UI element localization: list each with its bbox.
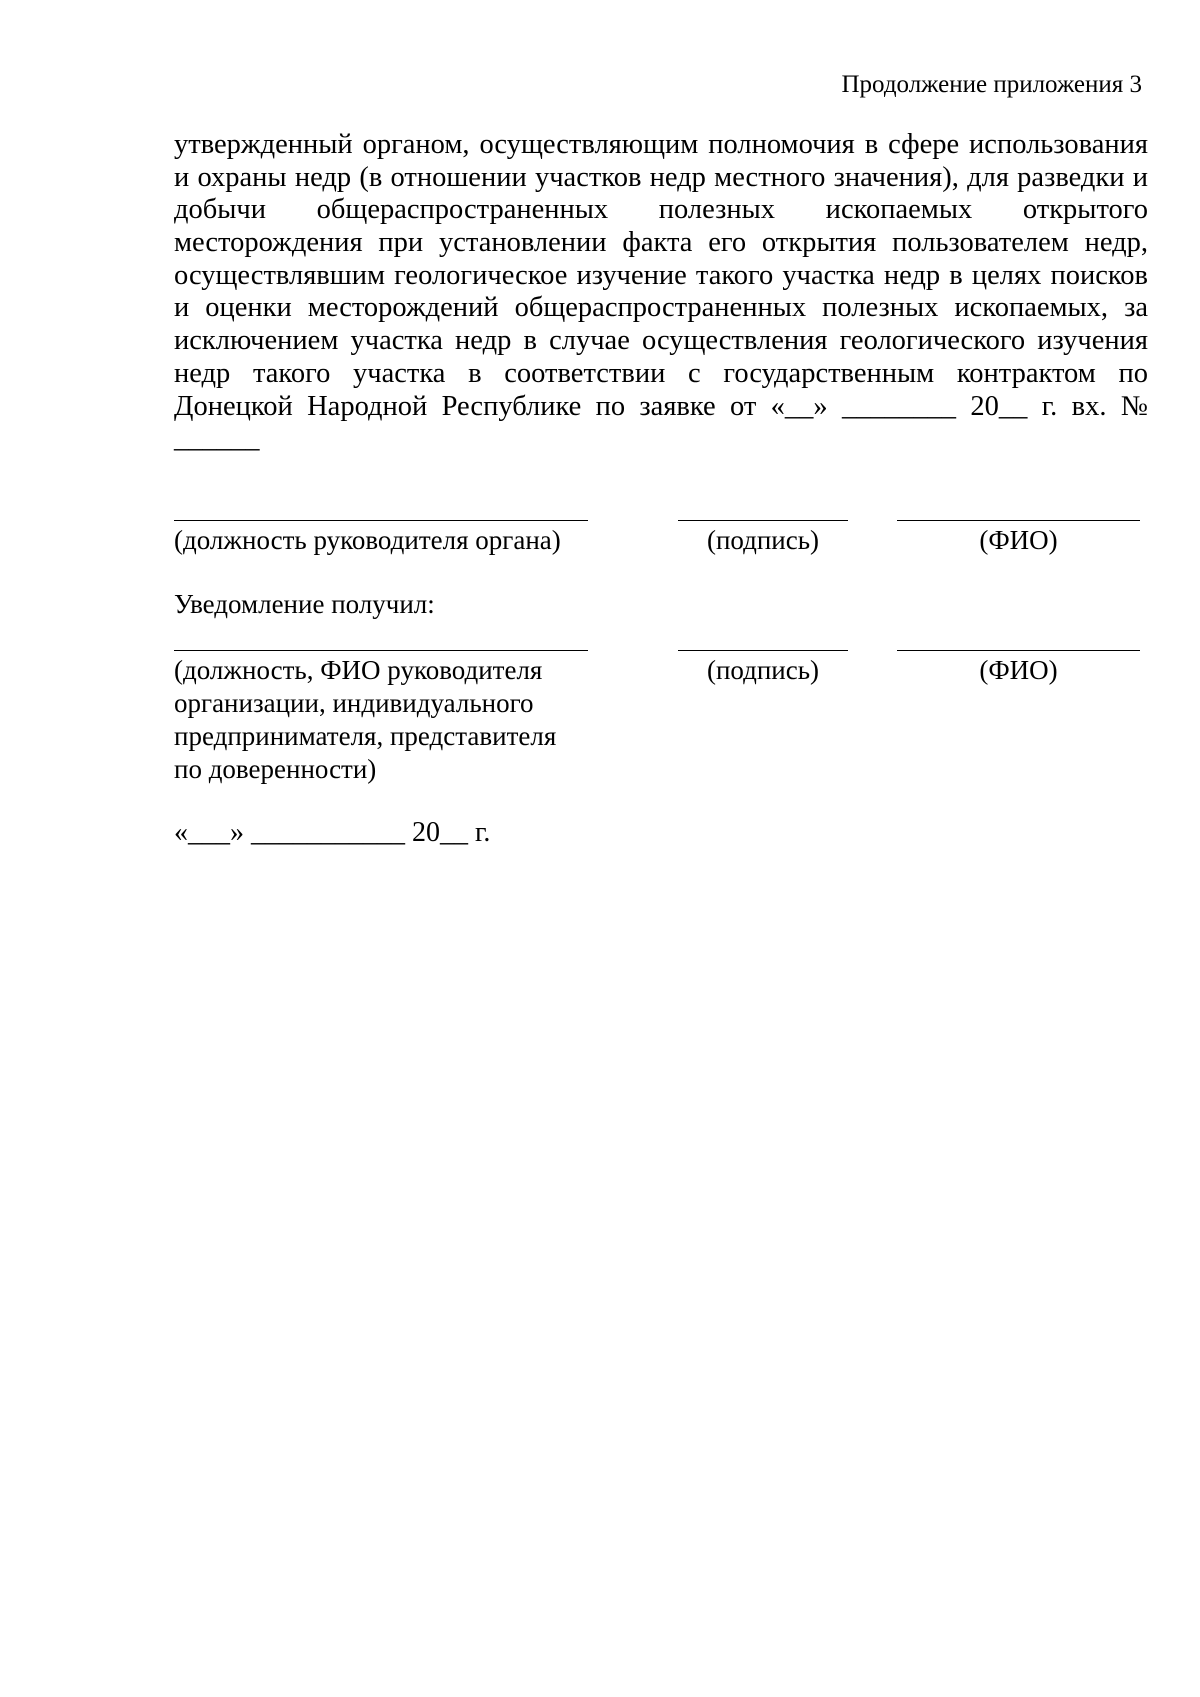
signature-label: (подпись) <box>706 525 820 555</box>
recipient-position-label-line: (должность, ФИО руководителя <box>174 655 543 685</box>
body-line: исключением участка недр в случае осуществления геологического изучения <box>174 325 1148 357</box>
body-line: Донецкой Народной Республике по заявке от «__» ________ 20__ г. вх. № <box>174 390 1148 422</box>
body-line: осуществлявшим геологическое изучение такого участка недр в целях поисков <box>174 259 1148 291</box>
body-line: утвержденный органом, осуществляющим полномочия в сфере использования <box>174 129 1148 160</box>
recipient-position-label <box>174 654 556 786</box>
recipient-name-line[interactable] <box>897 650 1140 651</box>
position-signature-line[interactable] <box>174 520 588 521</box>
body-line: месторождения при установлении факта его открытия пользователем недр, <box>174 227 1148 259</box>
position-label: (должность руководителя органа) <box>174 525 561 555</box>
notice-received-label: Уведомление получил: <box>174 589 435 619</box>
recipient-position-label-line: организации, индивидуального <box>174 688 534 718</box>
signature-line[interactable] <box>678 520 848 521</box>
recipient-position-line[interactable] <box>174 650 588 651</box>
recipient-signature-label: (подпись) <box>706 655 820 685</box>
body-line: добычи общераспространенных полезных ископаемых открытого <box>174 194 1148 226</box>
notice-body-text <box>174 129 1148 456</box>
recipient-position-label-line: по доверенности) <box>174 754 377 784</box>
body-line: и оценки месторождений общераспространенных полезных ископаемых, за <box>174 292 1148 324</box>
name-label: (ФИО) <box>979 525 1058 555</box>
recipient-name-label: (ФИО) <box>979 655 1058 685</box>
recipient-position-label-line: предпринимателя, представителя <box>174 721 557 751</box>
recipient-signature-line[interactable] <box>678 650 848 651</box>
appendix-continuation-header: Продолжение приложения 3 <box>841 71 1142 98</box>
body-line-number-blank: ______ <box>174 423 260 455</box>
name-line[interactable] <box>897 520 1140 521</box>
date-field[interactable]: «___» ___________ 20__ г. <box>174 817 491 848</box>
body-line: и охраны недр (в отношении участков недр местного значения), для разведки и <box>174 161 1148 193</box>
body-line: недр такого участка в соответствии с государственным контрактом по <box>174 357 1148 389</box>
